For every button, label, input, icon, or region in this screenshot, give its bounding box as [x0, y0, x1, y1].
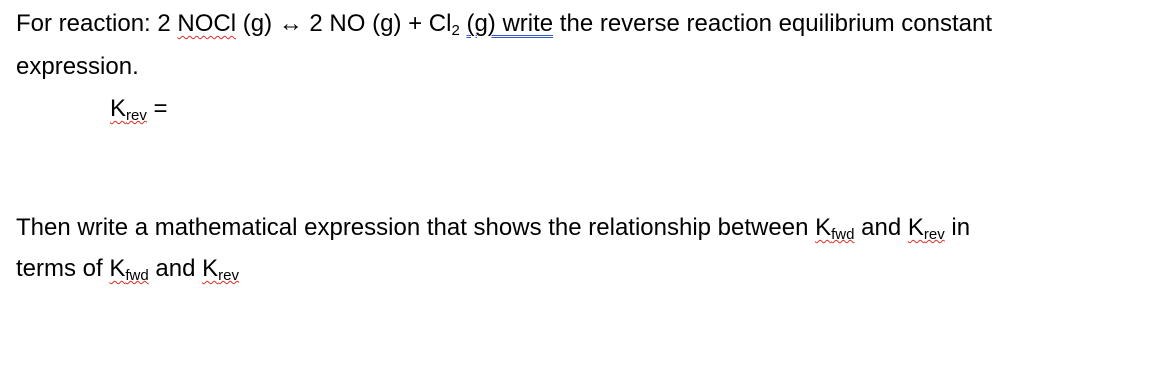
k-letter: K	[815, 214, 832, 241]
question-line-4	[16, 213, 970, 243]
rev-subscript: rev	[218, 267, 239, 284]
krev-symbol	[202, 255, 239, 282]
krev-symbol	[908, 214, 945, 241]
rev-subscript: rev	[923, 226, 945, 243]
k-letter: K	[109, 255, 126, 282]
nocl-formula: NOCl	[177, 10, 237, 37]
question-line-5	[16, 254, 239, 284]
reaction-prefix: For reaction: 2	[16, 10, 178, 37]
kfwd-symbol	[109, 255, 148, 282]
question-line-2: expression.	[16, 53, 139, 80]
fwd-subscript: fwd	[125, 267, 149, 284]
k-letter: K	[907, 214, 924, 241]
and-word: and	[148, 255, 203, 282]
k-letter: K	[110, 95, 127, 122]
question-line-1	[16, 9, 992, 39]
rev-subscript: rev	[126, 107, 147, 124]
kfwd-symbol	[815, 214, 854, 241]
fwd-subscript: fwd	[831, 226, 855, 243]
k-letter: K	[202, 255, 219, 282]
cl-subscript: 2	[451, 22, 460, 39]
krev-expression-line	[110, 94, 168, 124]
equals-sign: =	[146, 95, 168, 122]
and-word: and	[854, 214, 908, 241]
line5-prefix: terms of	[16, 255, 110, 282]
line4-prefix: Then write a mathematical expression that shows the relationship between	[16, 214, 816, 241]
reaction-suffix: the reverse reaction equilibrium constant	[553, 10, 993, 37]
krev-symbol	[110, 95, 147, 122]
line4-suffix: in	[944, 214, 971, 241]
reaction-middle: (g) ↔ 2 NO (g) + Cl	[236, 10, 452, 37]
grammar-flagged-text: (g) write	[466, 10, 554, 37]
